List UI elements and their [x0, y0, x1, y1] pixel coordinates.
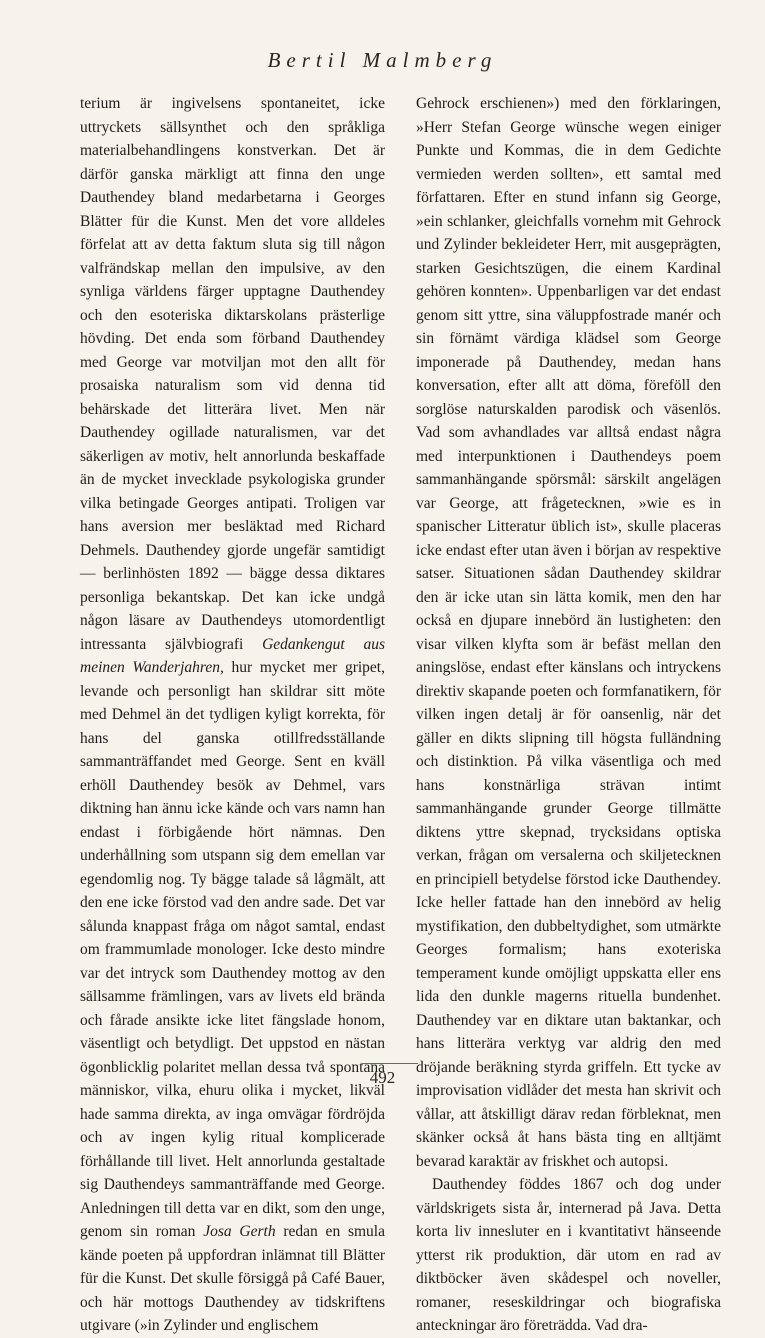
right-paragraph-1: Gehrock erschienen») med den förklaringen, »Herr Stefan George wünsche wegen einiger Punkte und Kommas, die in dem Gedichte vermieden werden sollten», ett samtal med författaren. Efter en stund infann sig George, »ein schlanker, gleichfalls vornehm mit Gehrock und Zylinder bekleideter Herr, mit ausgeprägten, starken Gesichtszügen, die einem Kardinal gehören konnten». Uppenbarligen var det endast genom sitt yttre, sina väluppfostrade manér och sin förnämt värdiga klädsel som George imponerade på Dauthendey, medan hans konversation, efter allt att döma, föreföll den sorglöse naturskalden parodisk och väsenlös. Vad som avhandlades var alltså endast några med interpunktionen i Dauthendeys poem sammanhängande spörsmål: särskilt angelägen var George, att frågetecknen, »wie es in spanischer Litteratur üblich ist», skulle placeras icke endast efter utan även i början av respektive satser. Situationen sådan Dauthendey skildrar den är icke utan sin lätta komik, men den har också en djupare innebörd än lustigheten: den visar vilken klyfta som är befäst mellan den aningslöse, endast efter känslans och intryckens direktiv skapande poeten och formfanatikern, för vilken ingen detalj är för oansenlig, när det gäller en dikts slipning till högsta fulländning och distinktion. På vilka väsentliga och med hans konstnärliga strävan intimt sammanhängande grunder George tillmätte diktens yttre skepnad, trycksidans optiska verkan, frågan om versalerna och skiljetecknen en principiell betydelse förstod icke Dauthendey. Icke heller fattade han den innebörd av helig mystifikation, den dubbeltydighet, som utmärkte Georges formalism; hans exoteriska temperament kunde omöjligt uppskatta eller ens lida den dunkle magerns rituella bundenhet. Dauthendey var en diktare utan baktankar, och hans litterära verktyg var aldrig den med dröjande beräkning styrda griffeln. Ett tycke av improvisation vidlåder det mesta han skrivit och vållar, att åtskilligt därav redan förbleknat, men skänker också åt hans bästa ting en alltjämt bevarad karaktär av friskhet och autopsi.: [416, 95, 721, 1170]
left-paragraph: [80, 92, 385, 1338]
running-title: Bertil Malmberg: [267, 48, 498, 72]
page-number: 492: [369, 1068, 396, 1087]
book-title-gedankengut: Gedankengut aus meinen Wanderjahren,: [80, 635, 385, 676]
folio-rule: [362, 1063, 418, 1064]
book-title-josa-gerth: Josa Gerth: [203, 1223, 276, 1240]
text-run: redan en smula kände poeten på uppfordran inlämnat till Blätter für die Kunst. Det skulle försiggå på Café Bauer, och här mottogs Dauthendey av tidskriftens utgivare (»in Zylinder und englischem: [80, 1223, 385, 1334]
right-column: [416, 92, 721, 1334]
right-paragraph-2: Dauthendey föddes 1867 och dog under världskrigets sista år, internerad på Java. Detta korta liv innesluter en i kvantitativt hänseende ytterst rik produktion, där utom en rad av diktböcker även skådespel och noveller, romaner, reseskildringar och biografiska anteckningar äro företrädda. Vad dra-: [416, 1176, 721, 1334]
text-run: hur mycket mer gripet, levande och personligt han skildrar sitt möte med Dehmel än det tydligen kyligt korrekta, för hans del ganska otillfredsställande sammanträffandet med George. Sent en kväll erhöll Dauthendey besök av Dehmel, vars diktning han ännu icke kände och vars namn han endast i förbigående hört nämnas. Den underhållning som utspann sig dem emellan var egendomlig nog. Ty bägge talade så lågmält, att den ene icke förstod vad den andre sade. Det var sålunda knappast fråga om något samtal, endast om frammumlade monologer. Icke desto mindre var det intryck som Dauthendey mottog av den sällsamme främlingen, vars av livets eld brända och fårade ansikte icke litet fängslade honom, väsentligt och betydligt. Det uppstod en nästan ögonblicklig polaritet mellan dessa två spontana människor, vilka, ehuru olika i mycket, likväl hade samma direkta, av inga omvägar fördröjda och av ingen kylig ritual komplicerade förhållande till livet. Helt annorlunda gestaltade sig Dauthendeys sammanträffande med George. Anledningen till detta var en dikt, som den unge, genom sin roman: [80, 659, 385, 1240]
text-run: terium är ingivelsens spontaneitet, icke uttryckets sällsynthet och den språkliga materialbehandlingens konstverkan. Det är därför ganska märkligt att finna den unge Dauthendey bland medarbetarna i Georges Blätter für die Kunst. Men det vore alldeles förfelat att av detta faktum sluta sig till någon valfrändskap mellan den impulsive, av den synliga världens färger upptagne Dauthendey och den esoteriska diktarskolans prästerlige hövding. Det enda som förband Dauthendey med George var motviljan mot den allt för prosaiska naturalism som vid denna tid behärskade det litterära livet. Men när Dauthendey ogillade naturalismen, var det säkerligen av motiv, helt annorlunda beskaffade än de mycket invecklade psykologiska grunder vilka betingade Georges antipati. Troligen var hans aversion mer besläktad med Richard Dehmels. Dauthendey gjorde ungefär samtidigt — berlinhösten 1892 — bägge dessa diktares personliga bekantskap. Det kan icke undgå någon läsare av Dauthendeys utomordentligt intressanta självbiografi: [80, 95, 385, 653]
